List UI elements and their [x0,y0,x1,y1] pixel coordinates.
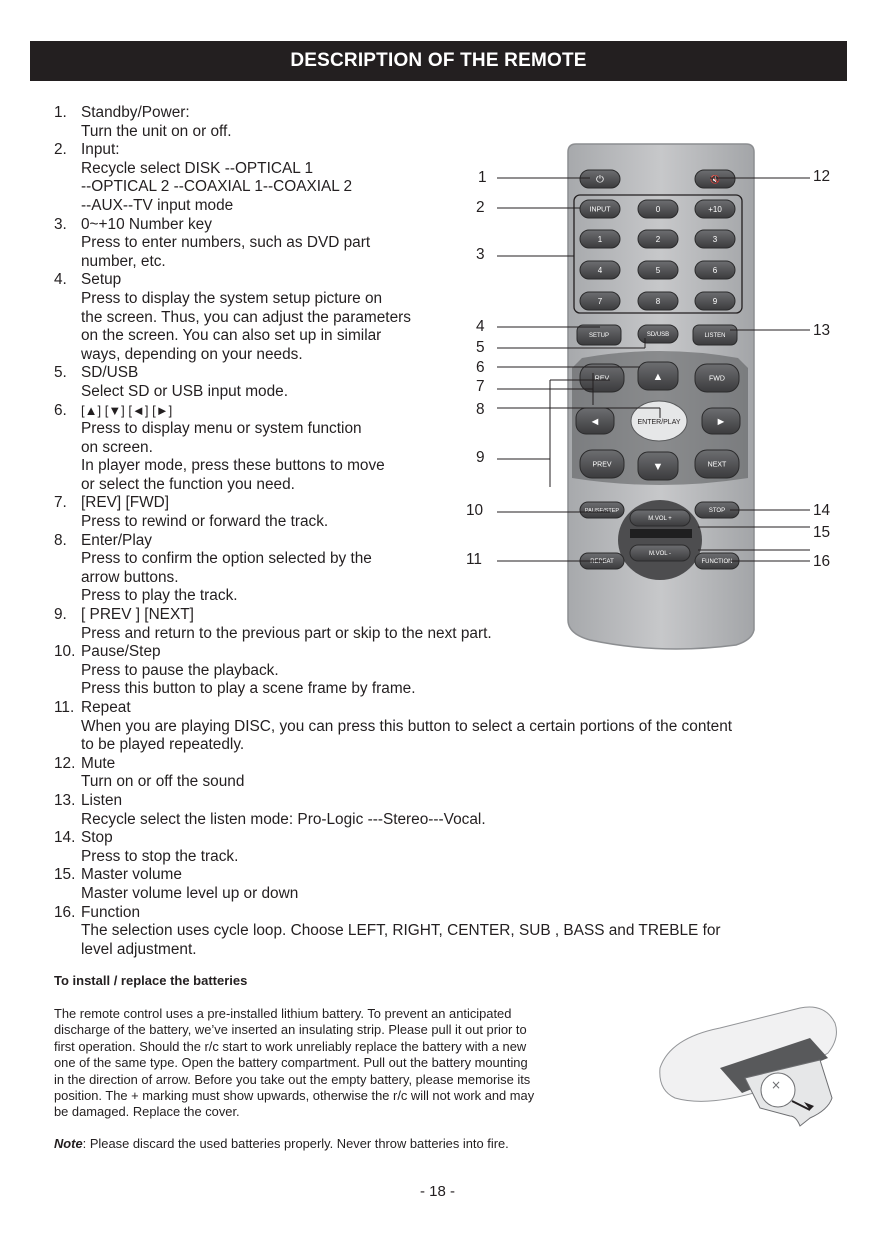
input-button-label: INPUT [589,206,611,214]
item-title: Repeat [81,699,131,716]
item-description-line: number, etc. [81,252,166,270]
item-description-line: --AUX--TV input mode [81,196,234,214]
mute-button-label: 🔇 [710,174,720,184]
key-8-label: 8 [655,296,661,306]
enter-play-button[interactable] [631,401,687,441]
pause-step-button[interactable] [580,502,624,518]
list-item [54,792,814,829]
power-button[interactable] [580,170,620,188]
key-7[interactable] [580,292,620,310]
battery-section-title: To install / replace the batteries [54,973,248,988]
mute-button[interactable] [695,170,735,188]
left-button-label: ◄ [589,415,601,428]
next-button[interactable] [695,450,739,478]
item-description-line: the screen. Thus, you can adjust the parameters [81,308,411,326]
rev-button[interactable] [580,364,624,392]
battery-compartment-illustration [650,998,850,1138]
item-description-line: Recycle select DISK --OPTICAL 1 [81,159,314,177]
item-number: 6. [54,401,67,419]
callout-16: 16 [813,553,831,570]
battery-text-line: position. The + marking must show upwards, otherwise the r/c will not work and may [54,1088,535,1104]
list-item [54,104,814,141]
battery-text-line: first operation. Should the r/c start to work unreliably replace the battery with a new [54,1038,527,1054]
item-number: 9. [54,606,67,624]
item-number: 7. [54,494,67,512]
callout-8: 8 [476,401,485,418]
item-number: 1. [54,104,67,121]
callout-2: 2 [476,199,485,216]
key-plus10-label: +10 [708,204,722,214]
key-3[interactable] [695,230,735,248]
callout-5: 5 [476,339,485,356]
setup-button-label: SETUP [588,333,610,340]
key-7-label: 7 [597,296,603,306]
rev-button-label: REV [594,375,610,383]
battery-note [54,1136,509,1151]
callout-6: 6 [476,359,485,376]
item-description-line: on screen. [81,438,153,456]
item-number: 15. [54,866,76,884]
svg-text:×: × [771,1078,782,1092]
item-title: Pause/Step [81,643,161,661]
down-button[interactable] [638,452,678,480]
up-button-label: ▲ [652,370,664,383]
sdusb-button-label: SD/USB [646,332,670,339]
item-description-line: arrow buttons. [81,568,179,586]
item-description-line: on the screen. You can also set up in similar [81,327,382,345]
note-text: : Please discard the used batteries properly. Never throw batteries into fire. [82,1136,509,1151]
item-description-line: Press to enter numbers, such as DVD part [81,234,371,252]
item-number: 8. [54,531,67,549]
prev-button-label: PREV [592,461,612,469]
vol-up-button[interactable] [630,510,690,526]
enter-play-label: ENTER/PLAY [637,419,681,426]
battery-instructions [54,1006,614,1121]
item-title: SD/USB [81,364,139,382]
callout-15: 15 [813,524,831,541]
item-title: Stop [81,829,113,847]
item-number: 12. [54,754,76,772]
item-description-line: Press to play the track. [81,587,238,605]
item-title: Setup [81,271,122,289]
prev-button[interactable] [580,450,624,478]
down-button-label: ▼ [652,460,664,473]
callout-11: 11 [466,551,482,568]
item-description-line: When you are playing DISC, you can press this button to select a certain portions of the content [81,717,733,735]
item-description-line: Press this button to play a scene frame by frame. [81,680,416,698]
item-description-line: Recycle select the listen mode: Pro-Logic ---Stereo---Vocal. [81,810,486,828]
setup-button[interactable] [577,325,621,345]
list-item [54,866,814,903]
key-plus10[interactable] [695,200,735,218]
item-title: Listen [81,791,123,809]
item-title: 0~+10 Number key [81,215,212,233]
item-description-line: Select SD or USB input mode. [81,382,289,400]
item-number: 5. [54,364,67,382]
battery-text-line: The remote control uses a pre-installed lithium battery. To prevent an anticipated [54,1006,512,1021]
item-description-line: Press to rewind or forward the track. [81,513,329,531]
list-item [54,829,814,866]
callout-7: 7 [476,378,485,395]
item-description-line: Turn on or off the sound [81,773,245,791]
item-number: 13. [54,791,76,809]
vol-up-button-label: M.VOL + [648,516,672,523]
key-6-label: 6 [712,265,718,275]
key-2-label: 2 [655,234,661,244]
item-number: 11. [54,699,75,716]
item-title: [REV] [FWD] [81,494,170,512]
right-button-label: ► [715,415,727,428]
vol-down-button[interactable] [630,545,690,561]
item-description-line: to be played repeatedly. [81,736,245,754]
battery-text-line: be damaged. Replace the cover. [54,1104,240,1120]
stop-button-label: STOP [708,508,726,515]
note-label: Note [54,1136,83,1151]
fwd-button-label: FWD [709,375,725,383]
remote-illustration [440,140,860,660]
item-description-line: Press to stop the track. [81,847,239,865]
key-5-label: 5 [655,265,661,275]
listen-button[interactable] [693,325,737,345]
left-button[interactable] [576,408,614,434]
item-title: Mute [81,754,116,772]
key-0-label: 0 [655,204,661,214]
pause-step-button-label: PAUSE/STEP [584,507,620,514]
item-number: 16. [54,903,76,921]
item-description-line: --OPTICAL 2 --COAXIAL 1--COAXIAL 2 [81,178,353,196]
callout-3: 3 [476,246,485,263]
power-button-label: ⏻ [596,174,604,186]
item-description-line: The selection uses cycle loop. Choose LEFT, RIGHT, CENTER, SUB , BASS and TREBLE for [81,922,721,940]
item-description-line: Press and return to the previous part or skip to the next part. [81,624,492,642]
key-1[interactable] [580,230,620,248]
callout-13: 13 [813,322,831,339]
item-title: Function [81,903,141,921]
item-description-line: or select the function you need. [81,475,295,493]
key-1-label: 1 [597,234,603,244]
item-number: 10. [54,643,76,661]
fwd-button[interactable] [695,364,739,392]
item-description-line: Press to pause the playback. [81,661,279,679]
input-button[interactable] [580,200,620,218]
item-description-line: Press to display the system setup picture on [81,289,383,307]
battery-text-line: in the direction of arrow. Before you take out the empty battery, please memorise its [54,1071,531,1087]
key-3-label: 3 [712,234,718,244]
item-description-line: Turn the unit on or off. [81,122,232,140]
key-5[interactable] [638,261,678,279]
item-number: 4. [54,271,67,289]
list-item [54,755,814,792]
key-0[interactable] [638,200,678,218]
battery-text-line: discharge of the battery, we’ve inserted an insulating strip. Please pull it out prior to [54,1022,527,1038]
page-title: DESCRIPTION OF THE REMOTE [30,41,847,81]
item-title: Input: [81,141,120,159]
key-9-label: 9 [712,296,718,306]
item-description-line: level adjustment. [81,940,197,958]
item-description-line: Press to confirm the option selected by the [81,550,372,568]
item-number: 2. [54,141,67,159]
function-button-label: FUNCTION [701,559,733,566]
item-title: Master volume [81,866,182,884]
item-title: Enter/Play [81,531,153,549]
sdusb-button[interactable] [638,325,678,343]
remote-diagram [440,140,860,660]
battery-text-line: one of the same type. Open the battery compartment. Pull out the battery mounting [54,1055,528,1071]
callout-4: 4 [476,318,485,335]
callout-1: 1 [478,169,487,186]
item-description-line: ways, depending on your needs. [81,345,303,363]
key-2[interactable] [638,230,678,248]
vol-down-button-label: M.VOL - [648,551,672,558]
item-number: 14. [54,829,76,847]
page-number: - 18 - [419,1183,455,1200]
item-description-line: In player mode, press these buttons to move [81,457,385,475]
up-button[interactable] [638,362,678,390]
key-6[interactable] [695,261,735,279]
item-title: [ PREV ] [NEXT] [81,606,194,624]
callout-14: 14 [813,502,831,519]
item-number: 3. [54,215,67,233]
callout-10: 10 [466,502,484,519]
key-4-label: 4 [597,265,603,275]
key-8[interactable] [638,292,678,310]
list-item [54,699,814,755]
repeat-button-label: REPEAT [590,559,614,566]
item-title: Standby/Power: [81,104,190,121]
list-item [54,904,814,960]
listen-button-label: LISTEN [704,333,726,340]
item-title: [▲] [▼] [◄] [►] [81,402,173,418]
item-description-line: Master volume level up or down [81,884,299,902]
right-button[interactable] [702,408,740,434]
callout-12: 12 [813,168,831,185]
item-description-line: Press to display menu or system function [81,420,362,438]
key-9[interactable] [695,292,735,310]
callout-9: 9 [476,449,485,466]
next-button-label: NEXT [707,461,727,469]
key-4[interactable] [580,261,620,279]
